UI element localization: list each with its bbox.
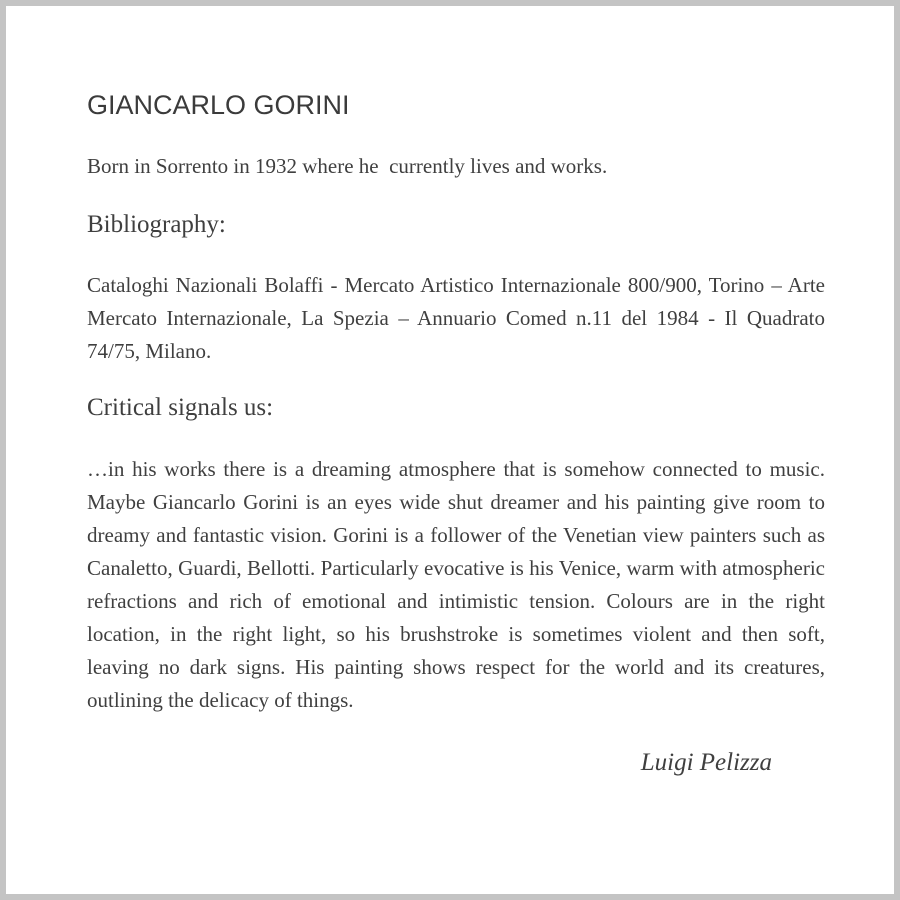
artist-intro: Born in Sorrento in 1932 where he currently lives and works. [87, 154, 608, 178]
artist-name-title: GIANCARLO GORINI [87, 90, 350, 120]
critique-text: …in his works there is a dreaming atmosphere that is somehow connected to music. Maybe Giancarlo Gorini is an eyes wide shut dreamer and his painting give room to dreamy and fantastic vision. Gorini is a follower of the Venetian view painters such as Canaletto, Guardi, Bellotti. Particularly evocative is his Venice, warm with atmospheric refractions and rich of emotional and intimistic tension. Colours are in the right location, in the right light, so his brushstroke is sometimes violent and then soft, leaving no dark signs. His painting shows respect for the world and its creatures, outlining the delicacy of things. [87, 457, 825, 712]
bibliography-heading: Bibliography: [87, 211, 226, 238]
critique-heading: Critical signals us: [87, 394, 274, 421]
critique-author-signature: Luigi Pelizza [640, 749, 772, 776]
bibliography-text: Cataloghi Nazionali Bolaffi - Mercato Artistico Internazionale 800/900, Torino – Arte Mercato Internazionale, La Spezia – Annuario Comed n.11 del 1984 - Il Quadrato 74/75, Milano. [87, 273, 825, 363]
